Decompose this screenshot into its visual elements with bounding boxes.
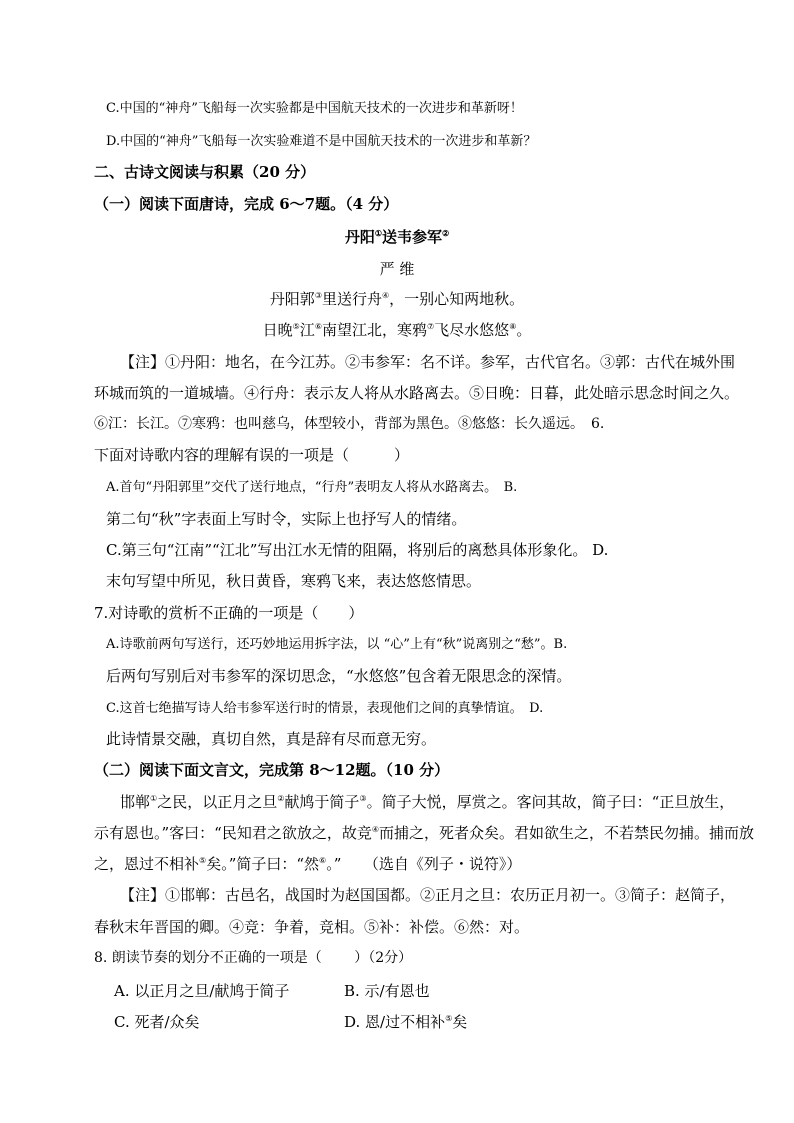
text-segment: 日晚 — [262, 321, 293, 339]
note-mark: ④ — [371, 825, 380, 834]
question-6-option-d: 末句写望中所见，秋日黄昏，寒鸦飞来，表达悠悠情思。 — [106, 572, 482, 590]
note-mark: ① — [374, 228, 382, 238]
text-segment: 。简子大悦，厚赏之。客问其故，简子曰：“正旦放生， — [366, 793, 735, 811]
note-mark: ② — [442, 228, 450, 238]
poem-author: 严 维 — [379, 260, 415, 278]
text-segment: 送韦参军 — [382, 228, 443, 246]
text-segment: 南望江北，寒鸦 — [321, 321, 427, 339]
text-segment: 之，恩过不相补 — [94, 855, 200, 873]
prose-notes-line-1: 【注】①邯郸：古邑名，战国时为赵国国都。②正月之旦：农历正月初一。③简子：赵简子， — [120, 886, 736, 904]
question-6-option-c: C.第三句“江南”“江北”写出江水无情的阻隔，将别后的离愁具体形象化。 D. — [106, 541, 609, 559]
note-mark: ⑤ — [199, 856, 207, 865]
text-segment: 之民，以正月之旦 — [157, 793, 278, 811]
prose-line-1 — [120, 795, 734, 810]
question-8-stem: 8. 朗读节奏的划分不正确的一项是（ ）（2分） — [94, 950, 413, 966]
text-segment: 。 — [516, 321, 532, 339]
note-mark: ④ — [382, 291, 390, 300]
poem-notes-line-3: ⑥江：长江。⑦寒鸦：也叫慈乌，体型较小，背部为黑色。⑧悠悠：长久遥远。 6. — [94, 416, 605, 432]
note-mark: ③ — [314, 291, 322, 300]
question-8-option-c: C. 死者/众矣 — [114, 1013, 200, 1031]
note-mark: ⑥ — [319, 856, 327, 865]
text-segment: 里送行舟 — [321, 290, 382, 308]
question-6-stem: 下面对诗歌内容的理解有误的一项是（ ） — [94, 446, 410, 464]
poem-notes-line-1: 【注】①丹阳：地名，在今江苏。②韦参军：名不详。参军，古代官名。③郭：古代在城外围 — [120, 353, 736, 371]
note-mark: ① — [150, 794, 158, 803]
text-segment: 。” （选自《列子・说符》） — [326, 855, 522, 873]
option-d-q5: D.中国的“神舟”飞船每一次实验难道不是中国航天技术的一次进步和革新？ — [106, 134, 537, 149]
question-7-option-b: 后两句写别后对韦参军的深切思念，“水悠悠”包含着无限思念的深情。 — [106, 667, 572, 685]
question-8-option-a: A. 以正月之旦/献鸠于简子 — [114, 982, 290, 1000]
text-segment: 矣。”简子曰：“然 — [206, 855, 320, 873]
note-mark: ② — [277, 794, 285, 803]
note-mark: ⑤ — [292, 322, 300, 331]
prose-line-3 — [94, 857, 521, 872]
option-c-q5: C.中国的“神舟”飞船每一次实验都是中国航天技术的一次进步和革新呀！ — [106, 101, 523, 116]
text-segment: 飞尽水悠悠 — [434, 321, 510, 339]
note-mark: ⑥ — [314, 322, 322, 331]
question-8-option-b: B. 示/有恩也 — [344, 982, 430, 1000]
text-segment: 而捕之，死者众矣。君如欲生之，不若禁民勿捕。捕而放 — [379, 824, 755, 842]
text-segment: 江 — [299, 321, 315, 339]
part-2-title: （二）阅读下面文言文，完成第 8～12题。（10 分） — [94, 761, 450, 779]
text-segment: 矣 — [452, 1013, 468, 1031]
poem-line-1 — [0, 292, 794, 307]
prose-line-2 — [94, 826, 754, 841]
question-7-option-d: 此诗情景交融，真切自然，真是辞有尽而意无穷。 — [106, 730, 437, 748]
note-mark: ⑤ — [445, 1014, 453, 1023]
note-mark: ③ — [359, 794, 367, 803]
text-segment: D. 恩/过不相补 — [344, 1013, 446, 1031]
text-segment: 邯郸 — [120, 793, 151, 811]
question-7-option-a: A.诗歌前两句写送行，还巧妙地运用拆字法，以 “心”上有“秋”说离别之“愁”。B. — [106, 637, 568, 652]
question-6-option-a: A.首句“丹阳郭里”交代了送行地点，“行舟”表明友人将从水路离去。 B. — [106, 480, 518, 495]
poem-notes-line-2: 环城而筑的一道城墙。④行舟：表示友人将从水路离去。⑤日晚：日暮，此处暗示思念时间之久。 — [94, 384, 740, 402]
prose-notes-line-2: 春秋末年晋国的卿。④竞：争着，竞相。⑤补：补偿。⑥然：对。 — [94, 918, 530, 936]
question-6-option-b: 第二句“秋”字表面上写时令，实际上也抒写人的情绪。 — [106, 510, 467, 528]
text-segment: 示有恩也。”客曰：“民知君之欲放之，故竞 — [94, 824, 372, 842]
poem-line-2 — [0, 323, 794, 338]
question-8-option-d — [344, 1015, 467, 1030]
text-segment: 丹阳 — [344, 228, 375, 246]
note-mark: ⑦ — [427, 322, 435, 331]
part-1-title: （一）阅读下面唐诗，完成 6～7题。（4 分） — [94, 195, 399, 213]
text-segment: 丹阳郭 — [269, 290, 315, 308]
section-2-title: 二、古诗文阅读与积累（20 分） — [94, 163, 316, 181]
poem-title — [0, 230, 794, 245]
question-7-stem: 7.对诗歌的赏析不正确的一项是（ ） — [94, 604, 364, 622]
question-7-option-c: C.这首七绝描写诗人给韦参军送行时的情景，表现他们之间的真挚情谊。 D. — [106, 701, 544, 716]
note-mark: ⑧ — [509, 322, 517, 331]
text-segment: 献鸠于简子 — [284, 793, 360, 811]
text-segment: ，一别心知两地秋。 — [389, 290, 525, 308]
